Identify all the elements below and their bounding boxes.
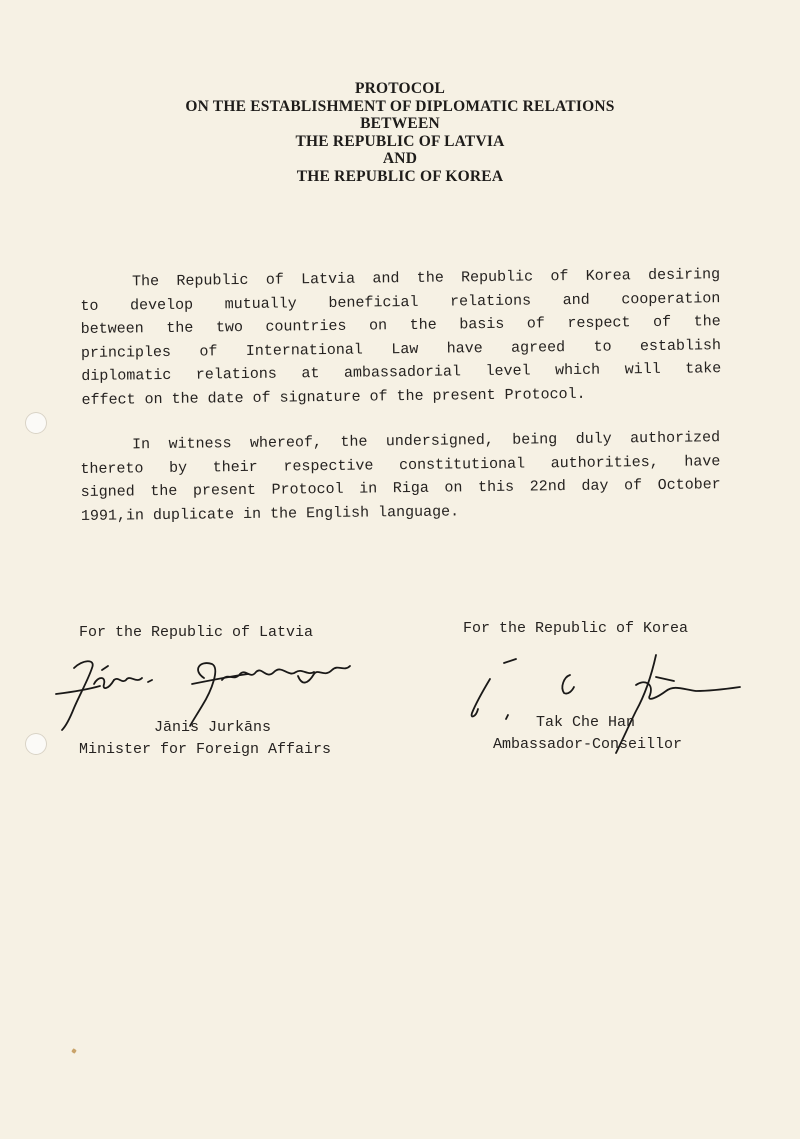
paragraph-agreement — [80, 263, 722, 412]
heading-line: ON THE ESTABLISHMENT OF DIPLOMATIC RELATIONS — [185, 97, 615, 115]
text-line: The Republic of Latvia and the Republic of Korea desiring — [132, 266, 721, 291]
text-line: diplomatic relations at ambassadorial level which will take — [81, 360, 722, 385]
korea-signatory-title: Ambassador-Conseillor — [493, 736, 683, 753]
text-line: 1991,in duplicate in the English language. — [80, 502, 460, 525]
punch-hole — [25, 733, 47, 755]
text-line: signed the present Protocol in Riga on this 22nd day of October — [80, 476, 721, 501]
punch-hole — [25, 412, 47, 434]
latvia-signatory-caption: For the Republic of Latvia — [79, 624, 314, 641]
paper-speck — [71, 1048, 77, 1054]
heading-line: BETWEEN — [360, 115, 440, 132]
korea-signatory-name: Tak Che Han — [536, 714, 636, 731]
text-line: to develop mutually beneficial relations and cooperation — [80, 289, 721, 315]
paragraph-witness — [80, 426, 721, 528]
text-line: effect on the date of signature of the present Protocol. — [81, 385, 586, 409]
heading-line: THE REPUBLIC OF KOREA — [296, 167, 504, 185]
text-line: principles of International Law have agreed to establish — [80, 336, 722, 362]
heading-line: PROTOCOL — [354, 80, 446, 97]
document-heading — [0, 80, 800, 185]
latvia-signatory-name: Jānis Jurkāns — [154, 719, 272, 736]
latvia-signatory-title: Minister for Foreign Affairs — [79, 741, 332, 758]
text-line: between the two countries on the basis of respect of the — [80, 313, 721, 338]
heading-line: THE REPUBLIC OF LATVIA — [295, 132, 505, 150]
text-line: thereto by their respective constitutional authorities, have — [80, 452, 721, 478]
korea-signatory-caption: For the Republic of Korea — [463, 620, 689, 637]
text-line: In witness whereof, the undersigned, being duly authorized — [132, 429, 721, 454]
heading-line: AND — [382, 150, 418, 167]
